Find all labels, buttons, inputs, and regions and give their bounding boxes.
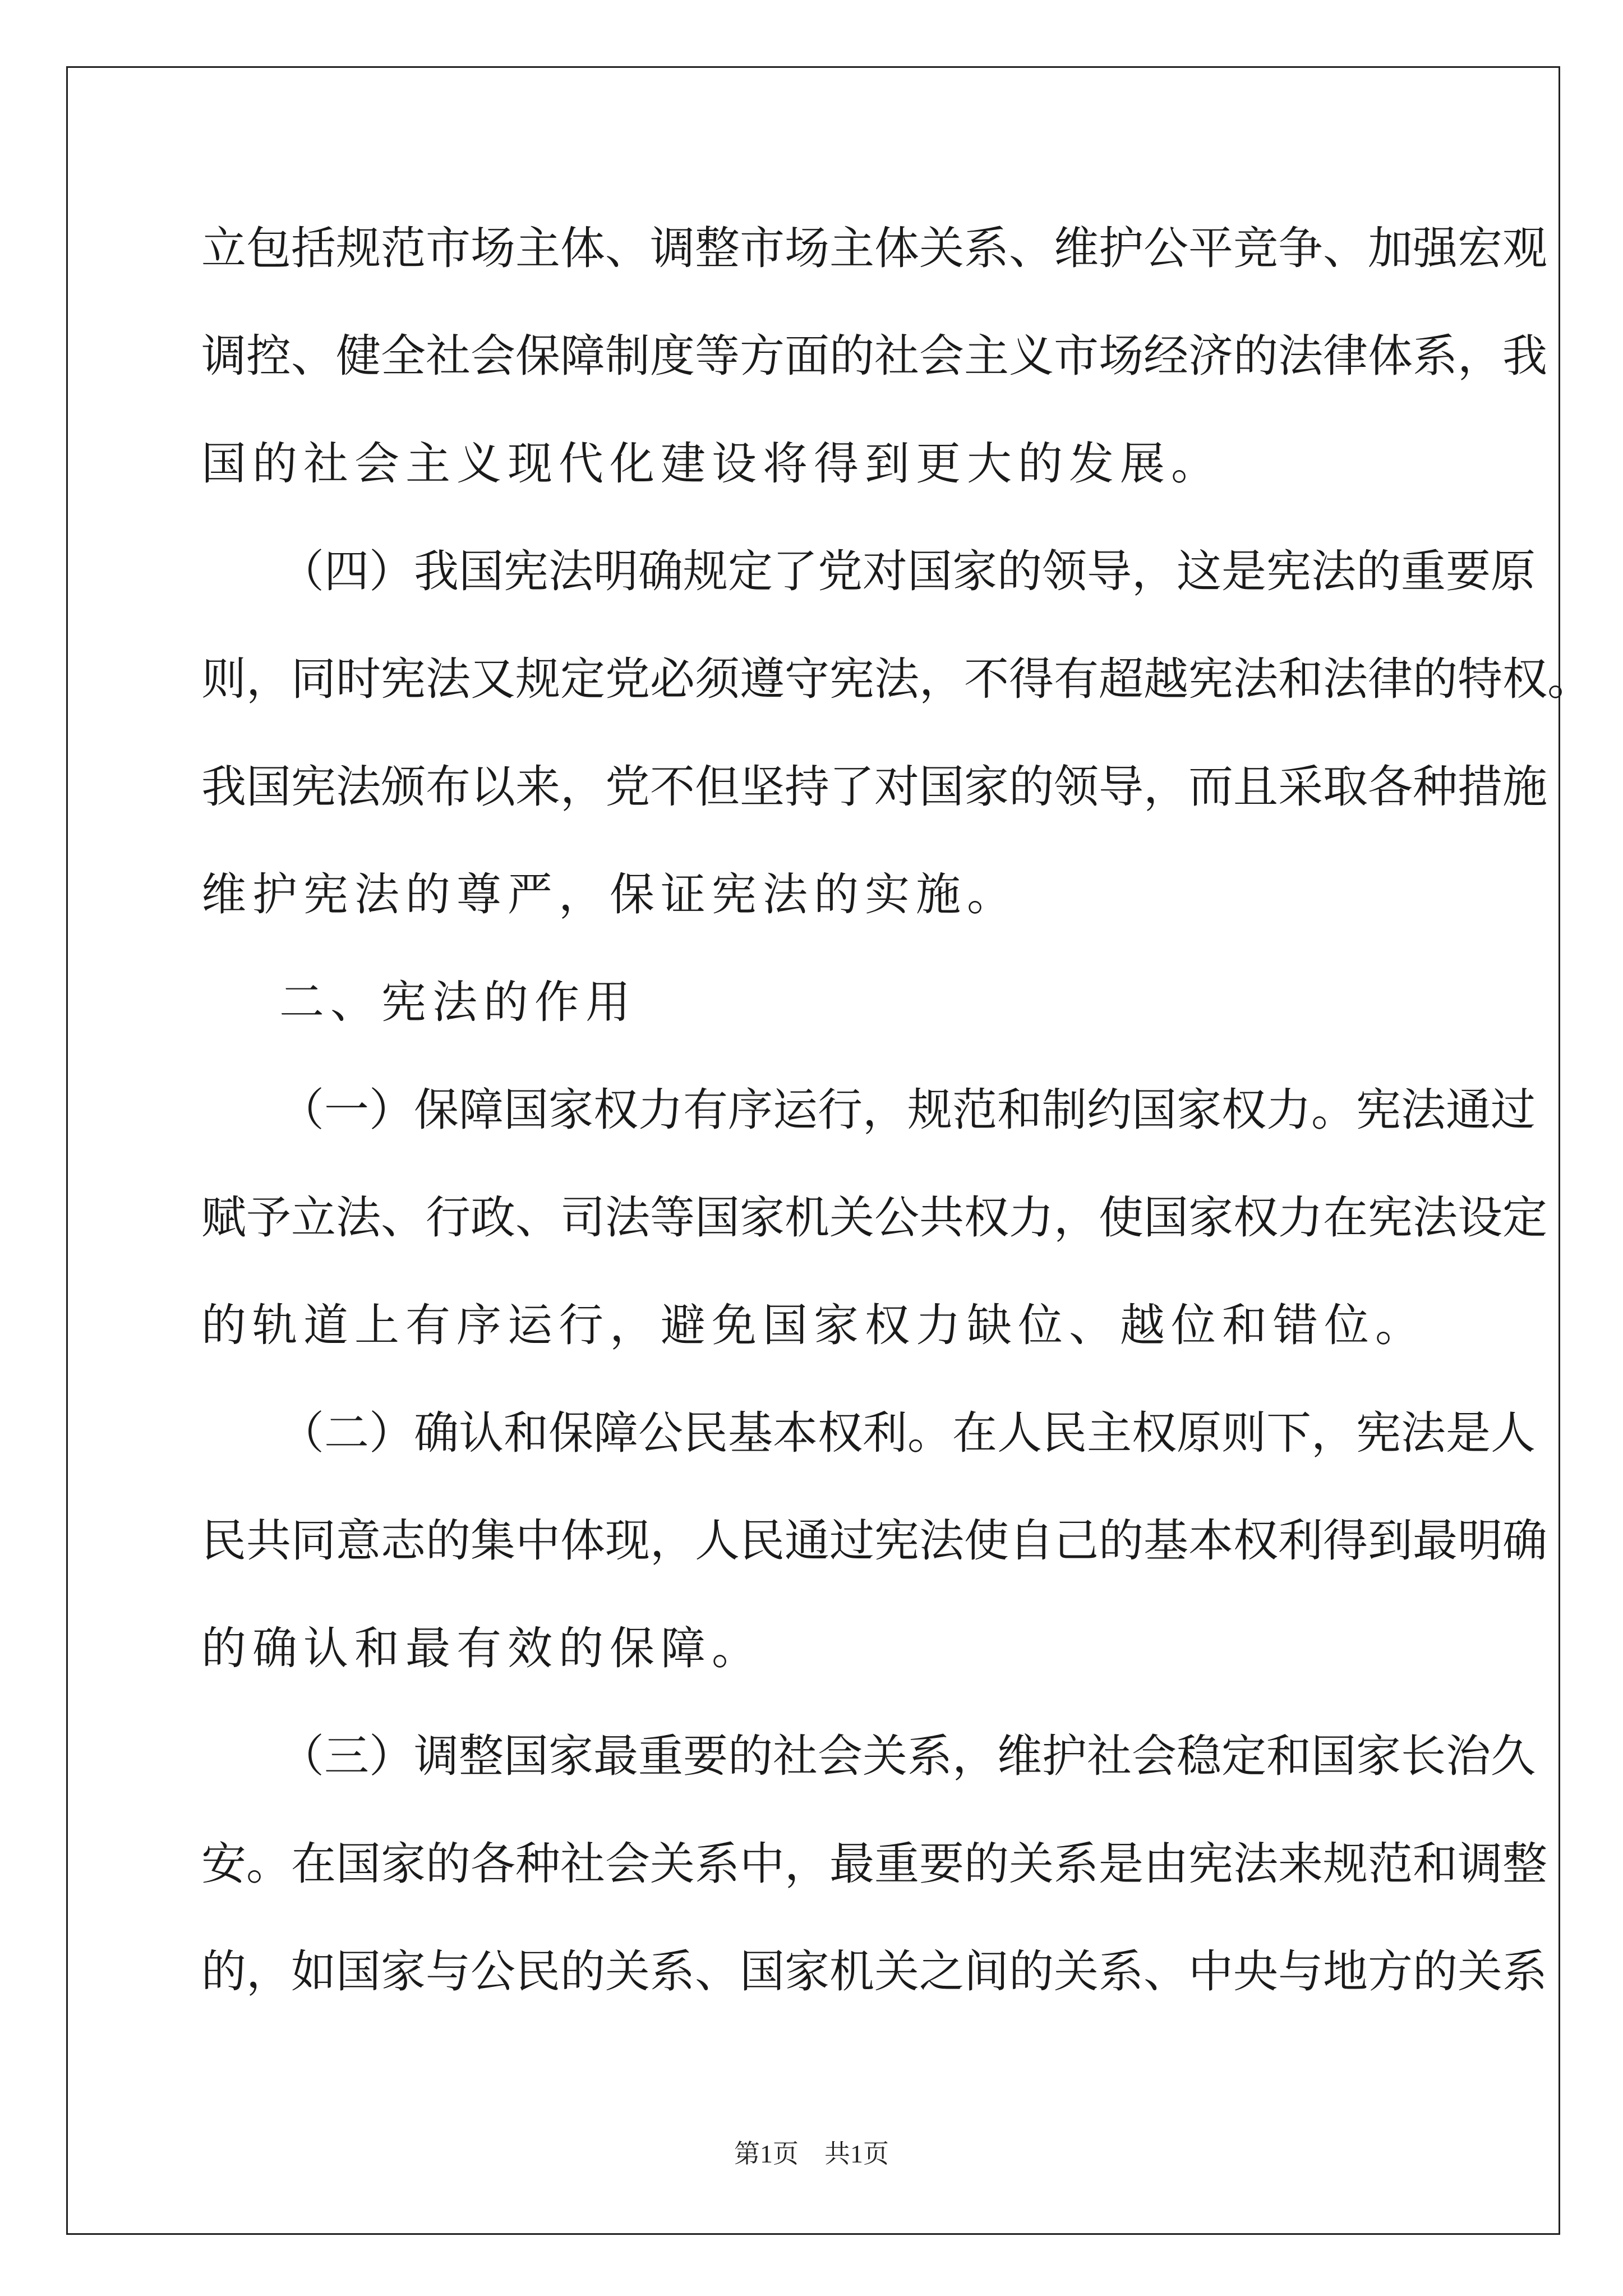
text-line: 调控、健全社会保障制度等方面的社会主义市场经济的法律体系，我 xyxy=(201,330,1547,382)
text-line: 则，同时宪法又规定党必须遵守宪法，不得有超越宪法和法律的特权。 xyxy=(201,653,1592,705)
text-line: 的，如国家与公民的关系、国家机关之间的关系、中央与地方的关系 xyxy=(201,1945,1547,1998)
paragraph-start-line: （四）我国宪法明确规定了党对国家的领导，这是宪法的重要原 xyxy=(279,545,1536,597)
text-line: 国的社会主义现代化建设将得到更大的发展。 xyxy=(201,438,1222,490)
text-line: 维护宪法的尊严，保证宪法的实施。 xyxy=(201,868,1018,921)
paragraph-start-line: （一）保障国家权力有序运行，规范和制约国家权力。宪法通过 xyxy=(279,1084,1536,1136)
paragraph-start-line: （二）确认和保障公民基本权利。在人民主权原则下，宪法是人 xyxy=(279,1407,1536,1459)
page-number-footer: 第1页 共1页 xyxy=(734,2139,889,2168)
text-line: 立包括规范市场主体、调整市场主体关系、维护公平竞争、加强宏观 xyxy=(201,222,1547,274)
text-line: 民共同意志的集中体现，人民通过宪法使自己的基本权利得到最明确 xyxy=(201,1515,1547,1567)
text-line: 安。在国家的各种社会关系中，最重要的关系是由宪法来规范和调整 xyxy=(201,1838,1547,1890)
paragraph-start-line: （三）调整国家最重要的社会关系，维护社会稳定和国家长治久 xyxy=(279,1730,1536,1782)
section-heading: 二、宪法的作用 xyxy=(279,976,637,1028)
text-line: 的确认和最有效的保障。 xyxy=(201,1622,763,1674)
text-line: 的轨道上有序运行，避免国家权力缺位、越位和错位。 xyxy=(201,1299,1426,1351)
page-border xyxy=(66,66,1592,2235)
text-line: 赋予立法、行政、司法等国家机关公共权力，使国家权力在宪法设定 xyxy=(201,1191,1547,1244)
text-line: 我国宪法颁布以来，党不但坚持了对国家的领导，而且采取各种措施 xyxy=(201,761,1547,813)
